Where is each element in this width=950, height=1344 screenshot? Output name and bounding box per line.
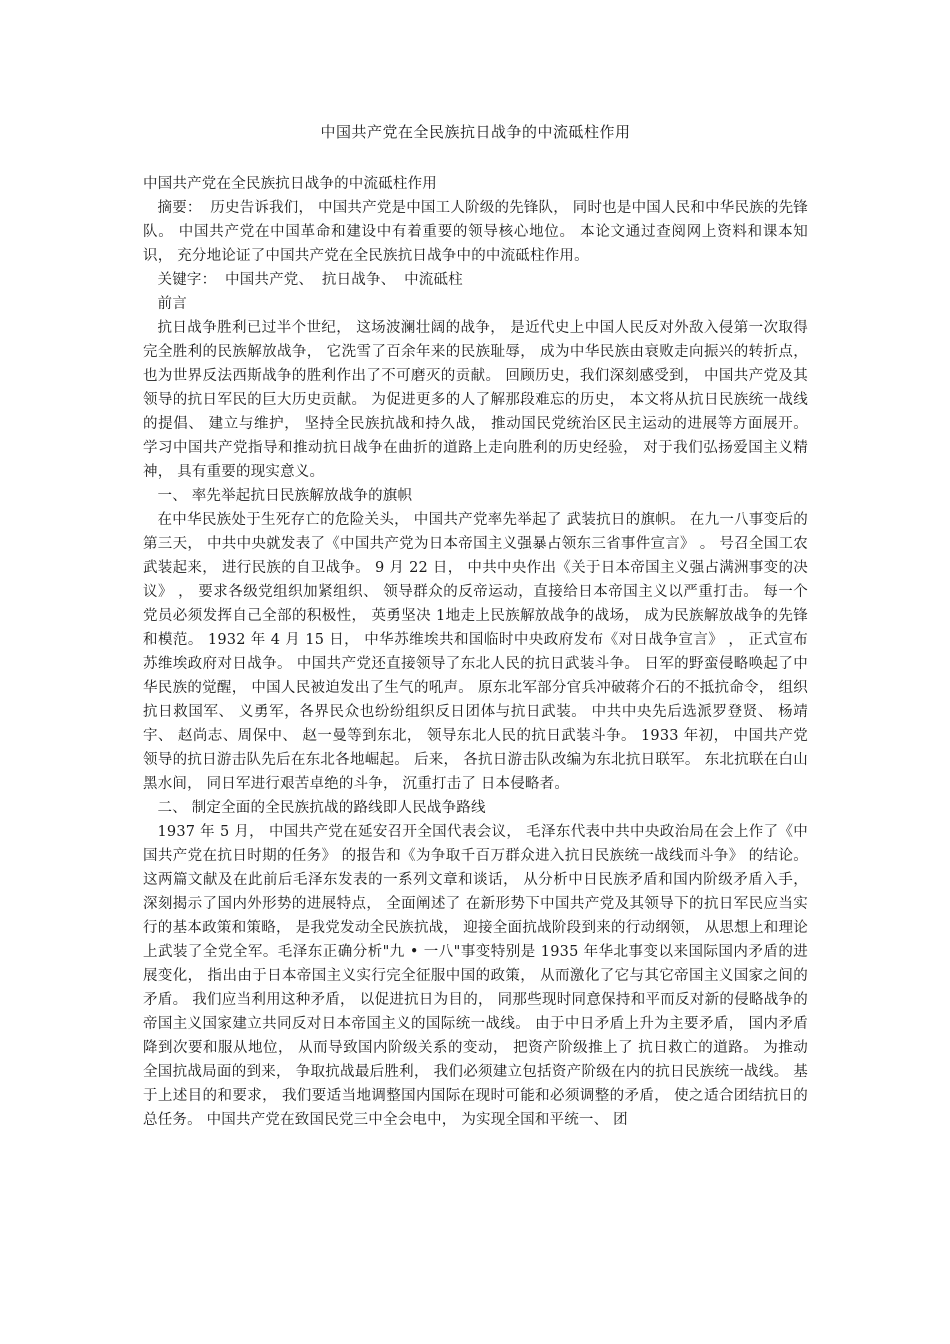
keyword-item: 抗日战争、	[321, 272, 396, 288]
document-body	[143, 172, 808, 1132]
keyword-item: 中流砥柱	[404, 272, 463, 288]
section-1-paragraph: 在中华民族处于生死存亡的危险关头， 中国共产党率先举起了 武装抗日的旗帜。 在九一八事变后的第三天， 中共中央就发表了《中国共产党为日本帝国主义强暴占领东三省事件宣言》 。 号召全国工农武装起来， 进行民族的自卫战争。 9 月 22 日， 中共中央作出《关于日本帝国主义强占满洲事变的决议》 ， 要求各级党组织加紧组织、 领导群众的反帝运动，直接给日本帝国主义以严重打击。 每一个党员必须发挥自己全部的积极性， 英勇坚决 1地走上民族解放战争的战场， 成为民族解放战争的先锋和模范。 1932 年 4 月 15 日， 中华苏维埃共和国临时中央政府发布《对日战争宣言》 ， 正式宣布苏维埃政府对日战争。 中国共产党还直接领导了东北人民的抗日武装斗争。 日军的野蛮侵略唤起了中华民族的觉醒， 中国人民被迫发出了生气的吼声。 原东北军部分官兵冲破蒋介石的不抵抗命令， 组织抗日救国军、 义勇军，各界民众也纷纷组织反日团体与抗日武装。 中共中央先后选派罗登贤、 杨靖宇、 赵尚志、周保中、 赵一曼等到东北， 领导东北人民的抗日武装斗争。 1933 年初， 中国共产党领导的抗日游击队先后在东北各地崛起。 后来， 各抗日游击队改编为东北抗日联军。 东北抗联在白山黑水间， 同日军进行艰苦卓绝的斗争， 沉重打击了 日本侵略者。	[143, 512, 808, 792]
document-page	[143, 120, 808, 1132]
section-1-heading: 一、 率先举起抗日民族解放战争的旗帜	[157, 488, 413, 504]
abstract-text: 历史告诉我们， 中国共产党是中国工人阶级的先锋队， 同时也是中国人民和中华民族的先锋队。 中国共产党在中国革命和建设中有着重要的领导核心地位。 本论文通过查阅网上资料和课本知识， 充分地论证了中国共产党在全民族抗日战争中的中流砥柱作用。	[143, 200, 808, 264]
preface-paragraph: 抗日战争胜利已过半个世纪， 这场波澜壮阔的战争， 是近代史上中国人民反对外敌入侵第一次取得完全胜利的民族解放战争， 它洗雪了百余年来的民族耻辱， 成为中华民族由衰败走向振兴的转折点， 也为世界反法西斯战争的胜利作出了不可磨灭的贡献。 回顾历史，我们深刻感受到， 中国共产党及其领导的抗日军民的巨大历史贡献。 为促进更多的人了解那段难忘的历史， 本文将从抗日民族统一战线的提倡、 建立与维护， 坚持全民族抗战和持久战， 推动国民党统治区民主运动的进展等方面展开。 学习中国共产党指导和推动抗日战争在曲折的道路上走向胜利的历史经验， 对于我们弘扬爱国主义精神， 具有重要的现实意义。	[143, 320, 808, 480]
keywords-paragraph	[143, 268, 808, 292]
section-2-paragraph: 1937 年 5 月， 中国共产党在延安召开全国代表会议， 毛泽东代表中共中央政治局在会上作了《中国共产党在抗日时期的任务》 的报告和《为争取千百万群众进入抗日民族统一战线而斗争》 的结论。 这两篇文献及在此前后毛泽东发表的一系列文章和谈话， 从分析中日民族矛盾和国内阶级矛盾入手，深刻揭示了国内外形势的进展特点， 全面阐述了 在新形势下中国共产党及其领导下的抗日军民应当实行的基本政策和策略， 是我党发动全民族抗战， 迎接全面抗战阶段到来的行动纲领， 从思想上和理论上武装了全党全军。毛泽东正确分析"九 • 一八"事变特别是 1935 年华北事变以来国际国内矛盾的进展变化， 指出由于日本帝国主义实行完全征服中国的政策， 从而激化了它与其它帝国主义国家之间的矛盾。 我们应当利用这种矛盾， 以促进抗日为目的， 同那些现时同意保持和平而反对新的侵略战争的帝国主义国家建立共同反对日本帝国主义的国际统一战线。 由于中日矛盾上升为主要矛盾， 国内矛盾降到次要和服从地位， 从而导致国内阶级关系的变动， 把资产阶级推上了 抗日救亡的道路。 为推动全国抗战局面的到来， 争取抗战最后胜利， 我们必须建立包括资产阶级在内的抗日民族统一战线。 基于上述目的和要求， 我们要适当地调整国内国际在现时可能和必须调整的矛盾， 使之适合团结抗日的总任务。 中国共产党在致国民党三中全会电中， 为实现全国和平统一、 团	[143, 824, 808, 1128]
document-subtitle: 中国共产党在全民族抗日战争的中流砥柱作用	[143, 176, 437, 192]
keyword-item: 中国共产党、	[225, 272, 314, 288]
keywords-label: 关键字：	[157, 272, 217, 288]
section-2-heading: 二、 制定全面的全民族抗战的路线即人民战争路线	[157, 800, 486, 816]
preface-heading: 前言	[157, 296, 187, 312]
abstract-label: 摘要：	[157, 200, 202, 216]
page-title: 中国共产党在全民族抗日战争的中流砥柱作用	[320, 123, 631, 141]
abstract-paragraph	[143, 196, 808, 268]
